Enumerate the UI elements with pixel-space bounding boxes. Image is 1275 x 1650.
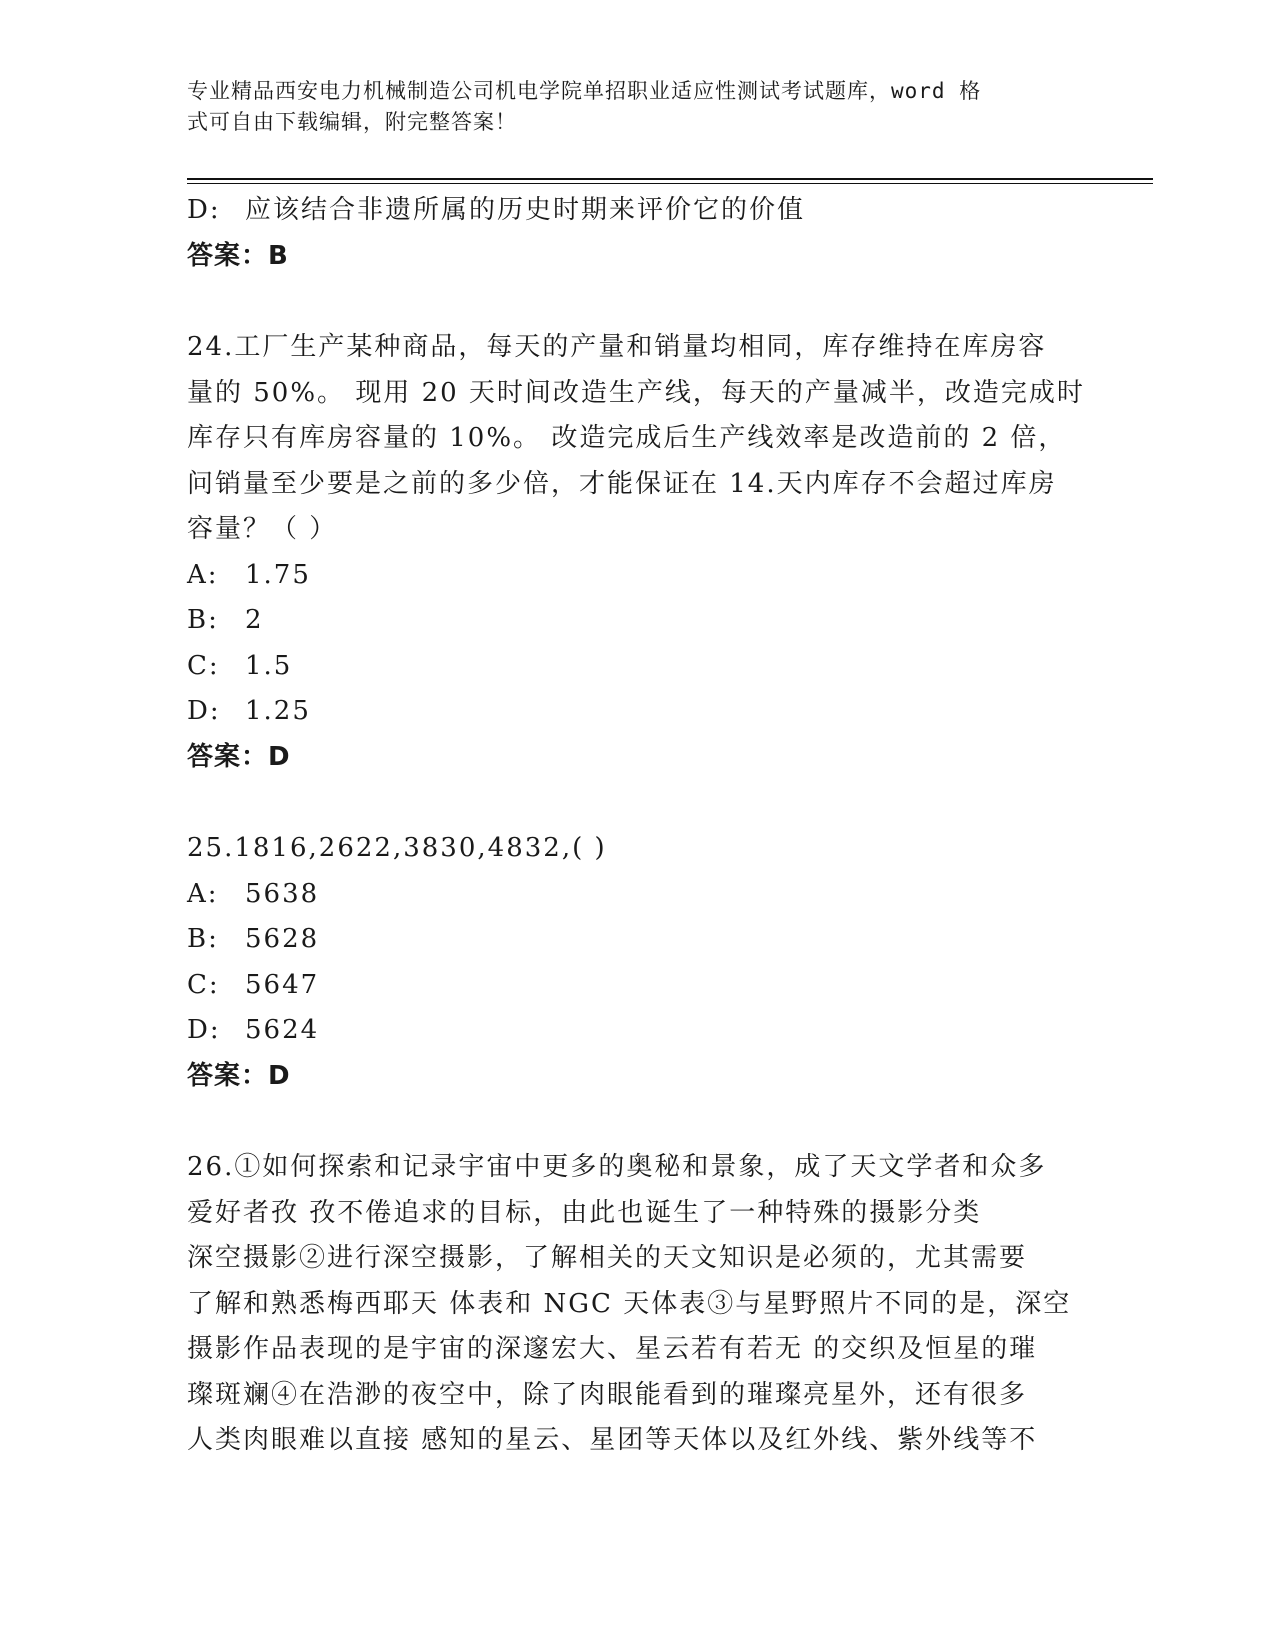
q26-stem-line: 了解和熟悉梅西耶天 体表和 NGC 天体表③与星野照片不同的是，深空	[187, 1288, 1072, 1319]
prev-answer: 答案：B	[187, 240, 289, 271]
q26-stem-line: 人类肉眼难以直接 感知的星云、星团等天体以及红外线、紫外线等不	[187, 1425, 1038, 1455]
header-line-1: 专业精品西安电力机械制造公司机电学院单招职业适应性测试考试题库，word 格	[187, 79, 982, 103]
option-letter: A:	[187, 878, 219, 909]
option-letter: D:	[187, 696, 221, 726]
q25-stem: 25.1816,2622,3830,4832,( )	[187, 833, 607, 863]
header-rule-thin	[187, 183, 1153, 184]
q25-option-d	[187, 1008, 1087, 1054]
option-letter: B:	[187, 605, 219, 635]
q24-option-d	[187, 689, 1087, 735]
option-letter: C:	[187, 650, 220, 681]
question-24	[187, 325, 1087, 780]
question-25	[187, 826, 1087, 1099]
header-line-2: 式可自由下载编辑，附完整答案！	[187, 110, 517, 134]
header-rule-thick	[187, 178, 1153, 180]
q24-stem-line: 问销量至少要是之前的多少倍，才能保证在 14.天内库存不会超过库房	[187, 468, 1057, 499]
q24-option-a	[187, 553, 1087, 599]
q26-stem-line: 爱好者孜 孜不倦追求的目标，由此也诞生了一种特殊的摄影分类	[187, 1197, 982, 1228]
option-text: 5638	[245, 878, 320, 909]
question-26	[187, 1145, 1087, 1464]
q25-answer: 答案：D	[187, 1060, 291, 1091]
option-letter: D:	[187, 195, 221, 225]
q24-stem-line: 量的 50%。 现用 20 天时间改造生产线，每天的产量减半，改造完成时	[187, 377, 1085, 408]
option-text: 2	[245, 605, 264, 635]
option-text: 5624	[245, 1015, 320, 1045]
q26-stem-line: 摄影作品表现的是宇宙的深邃宏大、星云若有若无 的交织及恒星的璀	[187, 1334, 1038, 1364]
q26-stem-line: 26.①如何探索和记录宇宙中更多的奥秘和景象，成了天文学者和众多	[187, 1152, 1047, 1182]
option-letter: B:	[187, 924, 219, 954]
q24-option-b	[187, 598, 1087, 644]
q24-answer: 答案：D	[187, 741, 291, 772]
option-letter: A:	[187, 559, 219, 590]
q24-stem-line: 容量？（ ）	[187, 514, 338, 544]
option-text: 应该结合非遗所属的历史时期来评价它的价值	[245, 195, 806, 225]
q26-stem-line: 深空摄影②进行深空摄影，了解相关的天文知识是必须的，尤其需要	[187, 1243, 1028, 1273]
q24-stem-line: 24.工厂生产某种商品，每天的产量和销量均相同，库存维持在库房容	[187, 332, 1047, 362]
option-letter: D:	[187, 1015, 221, 1045]
q24-stem-line: 库存只有库房容量的 10%。 改造完成后生产线效率是改造前的 2 倍，	[187, 423, 1067, 453]
q26-stem-line: 璨斑斓④在浩渺的夜空中，除了肉眼能看到的璀璨亮星外，还有很多	[187, 1379, 1028, 1410]
prev-option-d	[187, 188, 1087, 234]
option-text: 1.25	[245, 696, 311, 726]
q24-option-c	[187, 644, 1087, 690]
q25-option-a	[187, 872, 1087, 918]
q25-option-c	[187, 963, 1087, 1009]
option-text: 1.5	[245, 650, 293, 681]
option-text: 5647	[245, 969, 320, 1000]
q25-option-b	[187, 917, 1087, 963]
option-text: 5628	[245, 924, 320, 954]
document-header	[187, 76, 1067, 138]
option-letter: C:	[187, 969, 220, 1000]
document-body	[187, 188, 1087, 1464]
option-text: 1.75	[245, 559, 311, 590]
